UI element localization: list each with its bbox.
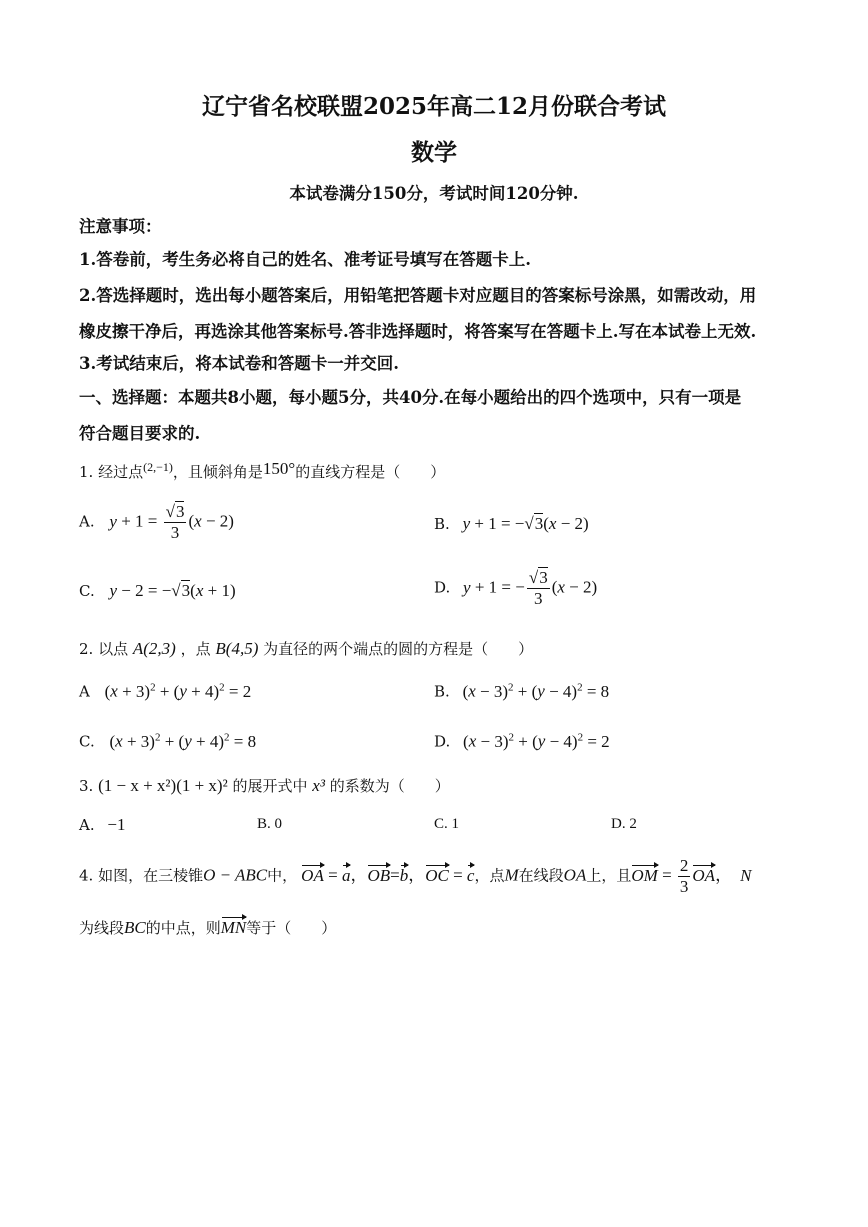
notice-heading: 注意事项： — [79, 217, 162, 236]
q1-option-d-label: D. — [434, 578, 451, 597]
fraction: $\frac{√3}{3}$ — [165, 502, 185, 542]
notice-item-2: 2.答选择题时，选出每小题答案后，用铅笔把答题卡对应题目的答案标号涂黑，如需改动，用 — [79, 286, 757, 305]
q3-option-a — [79, 815, 125, 835]
fraction: $\frac{√3}{3}$ — [528, 568, 548, 608]
question-4-stem-cont — [79, 917, 336, 938]
q3-option-a-label: A. — [79, 816, 95, 834]
fraction: $\frac{2}{3}$ — [679, 856, 689, 896]
q2-option-a: A $(x + 3)^2 + (y + 4)^2 = 2$ — [79, 681, 252, 701]
subject-title: 数学 — [411, 139, 457, 166]
q4-text-2: 中， — [267, 866, 298, 885]
q1-option-b-label: B. — [434, 515, 450, 533]
q4-text-1: 4. 如图，在三棱锥 — [79, 866, 204, 885]
q1-option-c: C. y − 2 = −√3(x + 1) — [79, 581, 236, 600]
q3-text-2: 的展开式中 — [232, 777, 308, 795]
q1-option-a: A. y + 1 = $\frac{√3}{3}$ (x − 2) — [79, 502, 234, 542]
q2-option-d: D. $(x - 3)^2 + (y - 4)^2 = 2$ — [434, 731, 610, 751]
q1-option-a-label: A. — [79, 512, 95, 531]
question-2-stem — [79, 638, 533, 659]
q3-term: x³ — [312, 776, 325, 795]
exam-info: 本试卷满分150分，考试时间120分钟. — [289, 184, 579, 203]
q4-text-3: ，点 — [474, 866, 505, 885]
q1-option-c-label: C. — [79, 582, 95, 600]
q2-option-c: C. $(x + 3)^2 + (y + 4)^2 = 8$ — [79, 731, 257, 751]
q3-text-1: 3. — [79, 777, 94, 795]
exam-title: 辽宁省名校联盟2025年高二12月份联合考试 — [201, 93, 667, 120]
q2-option-b-label: B. — [434, 682, 450, 701]
q4-text-5: 上，且 — [586, 866, 632, 885]
q2-point-b: B(4,5) — [215, 639, 259, 658]
q2-text-1: 2. 以点 — [79, 640, 129, 658]
q1-text-2: ，且倾斜角是 — [172, 463, 263, 481]
q1-text-3: 的直线方程是（ ） — [295, 463, 446, 481]
notice-item-3: 3.考试结束后，将本试卷和答题卡一并交回. — [79, 354, 399, 373]
q1-option-d: D. y + 1 = − $\frac{√3}{3}$ (x − 2) — [434, 568, 598, 608]
q2-option-c-label: C. — [79, 732, 95, 751]
section-heading: 一、选择题：本题共8小题，每小题5分，共40分.在每小题给出的四个选项中，只有一项是 — [79, 388, 742, 407]
q2-option-d-label: D. — [434, 732, 451, 751]
q3-option-a-value: −1 — [107, 815, 126, 834]
question-3-stem — [79, 775, 450, 796]
notice-item-1: 1.答卷前，考生务必将自己的姓名、准考证号填写在答题卡上. — [79, 250, 531, 269]
q2-option-b: B. $(x - 3)^2 + (y - 4)^2 = 8$ — [434, 681, 610, 701]
question-4-stem: 4. 如图，在三棱锥O − ABC中， OA = a，OB=b，OC = c，点M在线段OA上，且OM = $\frac{2}{3}$ OA， N — [79, 856, 752, 896]
q4-pyramid: O − ABC — [203, 865, 268, 885]
q4-point-m: M — [504, 865, 519, 885]
q4-line2-text-1: 为线段 — [79, 919, 125, 937]
q2-option-a-label: A — [79, 682, 90, 701]
section-heading-cont: 符合题目要求的. — [79, 424, 201, 443]
q1-angle: 150° — [262, 459, 296, 478]
q2-text-3: 为直径的两个端点的圆的方程是（ ） — [263, 640, 534, 658]
q1-option-b: B. y + 1 = −√3(x − 2) — [434, 514, 589, 533]
q4-line2-text-3: 等于（ ） — [246, 919, 337, 937]
q4-text-4: 在线段 — [518, 866, 564, 885]
q4-segment-bc: BC — [124, 918, 146, 937]
q4-point-n: N — [740, 865, 752, 885]
q3-option-d: D. 2 — [611, 816, 637, 832]
q1-point: (2,−1) — [143, 460, 173, 474]
q3-expression: (1 − x + x²)(1 + x)² — [98, 776, 228, 795]
vector-mn: MN — [220, 918, 247, 937]
q2-text-2: ，点 — [180, 640, 211, 658]
notice-item-2-cont: 橡皮擦干净后，再选涂其他答案标号.答非选择题时，将答案写在答题卡上.写在本试卷上无效. — [79, 322, 757, 341]
q3-option-b: B. 0 — [257, 816, 283, 832]
q3-option-c: C. 1 — [434, 816, 460, 832]
q4-segment: OA — [563, 865, 587, 885]
vector-oa: OA — [301, 865, 324, 885]
question-1-stem — [79, 459, 445, 482]
q3-text-3: 的系数为（ ） — [329, 777, 450, 795]
q4-line2-text-2: 的中点，则 — [145, 919, 221, 937]
q1-text-1: 1. 经过点 — [79, 463, 144, 481]
q2-point-a: A(2,3) — [132, 639, 176, 658]
